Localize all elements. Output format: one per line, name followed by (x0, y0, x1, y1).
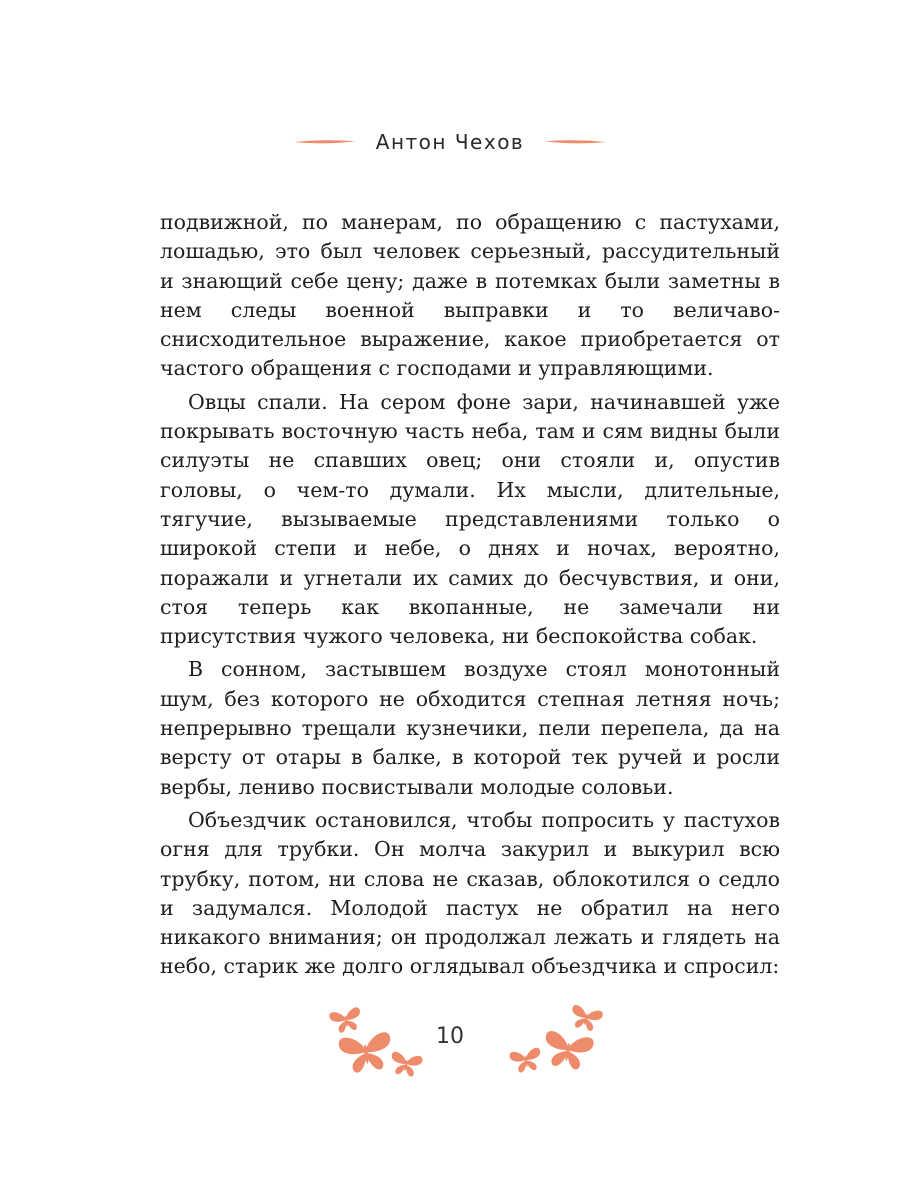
paragraph: подвижной, по манерам, по обращению с пастухами, лошадью, это был человек серьезный, рассудительный и знающий себе цену; даже в потемках были заметны в нем следы военной выправки и то величаво-снисходительное выражение, какое приобретается от частого обращения с господами и управляющими. (160, 210, 780, 381)
author-name: Антон Чехов (375, 130, 525, 154)
page-body-text (160, 208, 780, 982)
left-ornament-rule (294, 138, 356, 146)
butterfly-icon (386, 1044, 426, 1084)
paragraph: Овцы спали. На сером фоне зари, начинавшей уже покрывать восточную часть неба, там и сям видны были силуэты не спавших овец; они стояли и, опустив головы, о чем-то думали. Их мысли, длительные, тягучие, вызываемые представлениями только о широкой степи и небе, о днях и ночах, вероятно, поражали и угнетали их самих до бесчувствия, и они, стоя теперь как вкопанные, не замечали ни присутствия чужого человека, ни беспокойства собак. (160, 389, 780, 649)
right-ornament-rule (544, 138, 606, 146)
page-number: 10 (436, 1024, 464, 1049)
running-header (0, 130, 900, 154)
paragraph: Объездчик остановился, чтобы попросить у пастухов огня для трубки. Он молча закурил и выкурил всю трубку, потом, ни слова не сказав, облокотился о седло и задумался. Молодой пастух не обратил на него никакого внимания; он продолжал лежать и глядеть на небо, старик же долго оглядывал объездчика и спросил: (160, 807, 780, 979)
paragraph: В сонном, застывшем воздухе стоял монотонный шум, без которого не обходится степная летняя ночь; непрерывно трещали кузнечики, пели перепела, да на версту от отары в балке, в которой тек ручей и росли вербы, лениво посвистывали молодые соловьи. (160, 657, 780, 799)
